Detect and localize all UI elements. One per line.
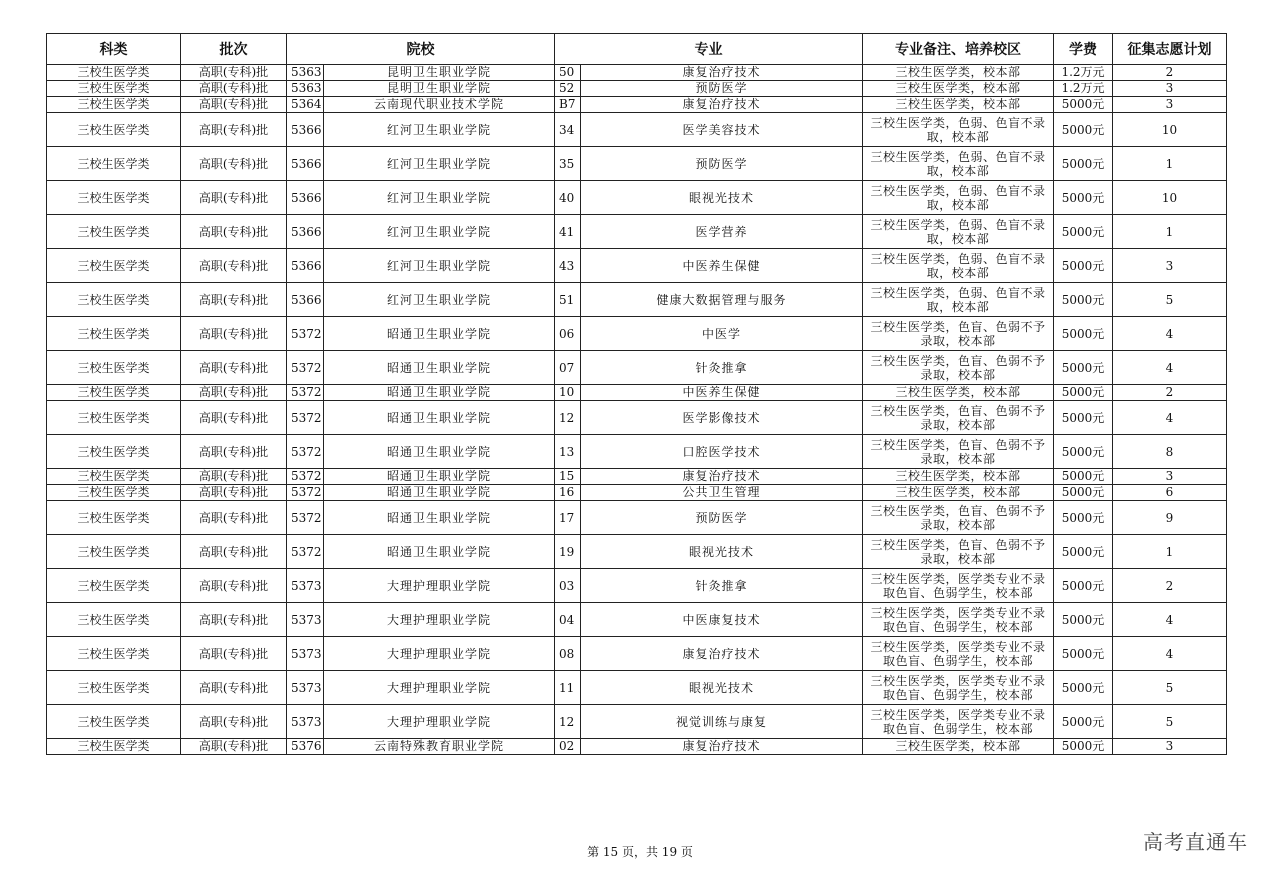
cell-major-code: 19 (555, 535, 581, 569)
cell-batch: 高职(专科)批 (181, 147, 287, 181)
cell-major-code: 11 (555, 671, 581, 705)
cell-note: 三校生医学类，色弱、色盲不录取，校本部 (863, 215, 1054, 249)
cell-batch: 高职(专科)批 (181, 385, 287, 401)
header-school: 院校 (287, 34, 555, 65)
table-row (47, 249, 1227, 283)
cell-note: 三校生医学类，校本部 (863, 81, 1054, 97)
cell-batch: 高职(专科)批 (181, 283, 287, 317)
cell-note: 三校生医学类，校本部 (863, 385, 1054, 401)
cell-batch: 高职(专科)批 (181, 181, 287, 215)
cell-major-name: 针灸推拿 (581, 569, 863, 603)
cell-tuition: 5000元 (1054, 317, 1113, 351)
cell-note: 三校生医学类，医学类专业不录取色盲、色弱学生，校本部 (863, 637, 1054, 671)
cell-major-name: 康复治疗技术 (581, 97, 863, 113)
cell-school-code: 5372 (287, 401, 324, 435)
cell-major-code: 07 (555, 351, 581, 385)
cell-plan: 10 (1113, 113, 1227, 147)
cell-category: 三校生医学类 (47, 97, 181, 113)
cell-plan: 6 (1113, 485, 1227, 501)
cell-plan: 4 (1113, 317, 1227, 351)
cell-tuition: 5000元 (1054, 501, 1113, 535)
cell-plan: 2 (1113, 385, 1227, 401)
cell-school-code: 5372 (287, 535, 324, 569)
cell-major-name: 预防医学 (581, 81, 863, 97)
cell-school-name: 昭通卫生职业学院 (324, 317, 555, 351)
cell-tuition: 1.2万元 (1054, 65, 1113, 81)
cell-major-code: 16 (555, 485, 581, 501)
cell-school-code: 5366 (287, 283, 324, 317)
cell-school-name: 大理护理职业学院 (324, 705, 555, 739)
cell-batch: 高职(专科)批 (181, 113, 287, 147)
cell-plan: 2 (1113, 65, 1227, 81)
cell-batch: 高职(专科)批 (181, 469, 287, 485)
cell-category: 三校生医学类 (47, 671, 181, 705)
table-row (47, 215, 1227, 249)
cell-note: 三校生医学类，色盲、色弱不予录取，校本部 (863, 351, 1054, 385)
cell-major-code: 02 (555, 739, 581, 755)
cell-school-code: 5373 (287, 569, 324, 603)
cell-batch: 高职(专科)批 (181, 351, 287, 385)
cell-school-name: 昭通卫生职业学院 (324, 351, 555, 385)
cell-category: 三校生医学类 (47, 485, 181, 501)
cell-major-name: 中医养生保健 (581, 385, 863, 401)
cell-plan: 3 (1113, 249, 1227, 283)
cell-category: 三校生医学类 (47, 181, 181, 215)
cell-tuition: 5000元 (1054, 705, 1113, 739)
table-row (47, 705, 1227, 739)
cell-note: 三校生医学类，色盲、色弱不予录取，校本部 (863, 435, 1054, 469)
cell-major-name: 医学美容技术 (581, 113, 863, 147)
cell-major-code: 15 (555, 469, 581, 485)
cell-major-name: 公共卫生管理 (581, 485, 863, 501)
cell-note: 三校生医学类，色弱、色盲不录取，校本部 (863, 181, 1054, 215)
cell-batch: 高职(专科)批 (181, 603, 287, 637)
cell-school-code: 5373 (287, 603, 324, 637)
cell-major-name: 康复治疗技术 (581, 637, 863, 671)
cell-batch: 高职(专科)批 (181, 739, 287, 755)
cell-category: 三校生医学类 (47, 535, 181, 569)
table-row (47, 485, 1227, 501)
cell-category: 三校生医学类 (47, 705, 181, 739)
cell-batch: 高职(专科)批 (181, 671, 287, 705)
cell-batch: 高职(专科)批 (181, 317, 287, 351)
cell-major-code: 06 (555, 317, 581, 351)
table-row (47, 317, 1227, 351)
watermark: 高考直通车 (1143, 830, 1248, 854)
cell-category: 三校生医学类 (47, 469, 181, 485)
cell-plan: 3 (1113, 97, 1227, 113)
cell-school-name: 大理护理职业学院 (324, 671, 555, 705)
cell-school-name: 红河卫生职业学院 (324, 113, 555, 147)
cell-school-name: 昭通卫生职业学院 (324, 535, 555, 569)
cell-major-name: 康复治疗技术 (581, 65, 863, 81)
cell-batch: 高职(专科)批 (181, 501, 287, 535)
cell-note: 三校生医学类，色弱、色盲不录取，校本部 (863, 283, 1054, 317)
cell-batch: 高职(专科)批 (181, 435, 287, 469)
cell-major-name: 眼视光技术 (581, 181, 863, 215)
cell-plan: 5 (1113, 283, 1227, 317)
cell-batch: 高职(专科)批 (181, 249, 287, 283)
cell-plan: 4 (1113, 351, 1227, 385)
table-row (47, 469, 1227, 485)
cell-major-name: 预防医学 (581, 147, 863, 181)
cell-tuition: 5000元 (1054, 351, 1113, 385)
enrollment-table (46, 33, 1227, 755)
cell-category: 三校生医学类 (47, 283, 181, 317)
cell-category: 三校生医学类 (47, 147, 181, 181)
cell-batch: 高职(专科)批 (181, 215, 287, 249)
cell-note: 三校生医学类，校本部 (863, 485, 1054, 501)
cell-note: 三校生医学类，色盲、色弱不予录取，校本部 (863, 401, 1054, 435)
cell-tuition: 5000元 (1054, 435, 1113, 469)
cell-school-code: 5366 (287, 147, 324, 181)
cell-category: 三校生医学类 (47, 739, 181, 755)
cell-category: 三校生医学类 (47, 81, 181, 97)
cell-plan: 3 (1113, 739, 1227, 755)
cell-major-code: 41 (555, 215, 581, 249)
cell-tuition: 5000元 (1054, 283, 1113, 317)
cell-tuition: 5000元 (1054, 249, 1113, 283)
cell-major-name: 康复治疗技术 (581, 469, 863, 485)
cell-major-name: 医学影像技术 (581, 401, 863, 435)
header-category: 科类 (47, 34, 181, 65)
cell-school-name: 昭通卫生职业学院 (324, 385, 555, 401)
cell-major-name: 医学营养 (581, 215, 863, 249)
cell-plan: 8 (1113, 435, 1227, 469)
header-note: 专业备注、培养校区 (863, 34, 1054, 65)
page-footer: 第 15 页，共 19 页 (587, 845, 693, 859)
cell-school-code: 5372 (287, 469, 324, 485)
cell-major-code: 51 (555, 283, 581, 317)
cell-major-code: 17 (555, 501, 581, 535)
cell-school-code: 5366 (287, 249, 324, 283)
cell-note: 三校生医学类，色弱、色盲不录取，校本部 (863, 249, 1054, 283)
cell-school-code: 5372 (287, 485, 324, 501)
cell-school-code: 5366 (287, 181, 324, 215)
cell-major-name: 口腔医学技术 (581, 435, 863, 469)
cell-major-name: 中医学 (581, 317, 863, 351)
cell-school-name: 昆明卫生职业学院 (324, 65, 555, 81)
cell-plan: 9 (1113, 501, 1227, 535)
table-row (47, 569, 1227, 603)
cell-note: 三校生医学类，医学类专业不录取色盲、色弱学生，校本部 (863, 603, 1054, 637)
cell-school-name: 红河卫生职业学院 (324, 283, 555, 317)
table-row (47, 113, 1227, 147)
cell-category: 三校生医学类 (47, 385, 181, 401)
cell-major-name: 眼视光技术 (581, 671, 863, 705)
cell-major-code: 10 (555, 385, 581, 401)
table-row (47, 65, 1227, 81)
cell-tuition: 1.2万元 (1054, 81, 1113, 97)
header-plan: 征集志愿计划 (1113, 34, 1227, 65)
cell-note: 三校生医学类，医学类专业不录取色盲、色弱学生，校本部 (863, 671, 1054, 705)
cell-category: 三校生医学类 (47, 637, 181, 671)
cell-school-name: 大理护理职业学院 (324, 637, 555, 671)
header-major: 专业 (555, 34, 863, 65)
cell-category: 三校生医学类 (47, 401, 181, 435)
table-body (47, 65, 1227, 755)
cell-tuition: 5000元 (1054, 147, 1113, 181)
cell-major-name: 针灸推拿 (581, 351, 863, 385)
cell-tuition: 5000元 (1054, 401, 1113, 435)
cell-tuition: 5000元 (1054, 215, 1113, 249)
table-row (47, 501, 1227, 535)
cell-major-name: 健康大数据管理与服务 (581, 283, 863, 317)
cell-major-code: 12 (555, 401, 581, 435)
cell-note: 三校生医学类，色弱、色盲不录取，校本部 (863, 113, 1054, 147)
cell-batch: 高职(专科)批 (181, 569, 287, 603)
cell-category: 三校生医学类 (47, 215, 181, 249)
cell-school-name: 红河卫生职业学院 (324, 147, 555, 181)
cell-major-name: 视觉训练与康复 (581, 705, 863, 739)
cell-school-code: 5372 (287, 501, 324, 535)
cell-tuition: 5000元 (1054, 637, 1113, 671)
cell-tuition: 5000元 (1054, 569, 1113, 603)
cell-school-code: 5364 (287, 97, 324, 113)
table-row (47, 739, 1227, 755)
cell-school-code: 5363 (287, 81, 324, 97)
cell-plan: 10 (1113, 181, 1227, 215)
cell-plan: 4 (1113, 637, 1227, 671)
cell-category: 三校生医学类 (47, 65, 181, 81)
cell-school-name: 昭通卫生职业学院 (324, 485, 555, 501)
cell-note: 三校生医学类，校本部 (863, 469, 1054, 485)
cell-school-name: 云南特殊教育职业学院 (324, 739, 555, 755)
cell-batch: 高职(专科)批 (181, 535, 287, 569)
cell-major-name: 康复治疗技术 (581, 739, 863, 755)
cell-tuition: 5000元 (1054, 97, 1113, 113)
cell-school-code: 5366 (287, 215, 324, 249)
cell-note: 三校生医学类，校本部 (863, 65, 1054, 81)
cell-category: 三校生医学类 (47, 603, 181, 637)
cell-note: 三校生医学类，医学类专业不录取色盲、色弱学生，校本部 (863, 705, 1054, 739)
cell-category: 三校生医学类 (47, 249, 181, 283)
cell-category: 三校生医学类 (47, 113, 181, 147)
cell-school-name: 昭通卫生职业学院 (324, 401, 555, 435)
table-row (47, 81, 1227, 97)
table-row (47, 637, 1227, 671)
cell-school-name: 红河卫生职业学院 (324, 181, 555, 215)
cell-major-code: 43 (555, 249, 581, 283)
cell-tuition: 5000元 (1054, 469, 1113, 485)
cell-batch: 高职(专科)批 (181, 65, 287, 81)
table-row (47, 283, 1227, 317)
cell-school-name: 大理护理职业学院 (324, 569, 555, 603)
cell-category: 三校生医学类 (47, 317, 181, 351)
cell-major-code: 03 (555, 569, 581, 603)
table-row (47, 401, 1227, 435)
cell-plan: 1 (1113, 147, 1227, 181)
cell-note: 三校生医学类，色盲、色弱不予录取，校本部 (863, 501, 1054, 535)
cell-note: 三校生医学类，色弱、色盲不录取，校本部 (863, 147, 1054, 181)
cell-category: 三校生医学类 (47, 501, 181, 535)
table-row (47, 181, 1227, 215)
table-row (47, 351, 1227, 385)
cell-plan: 1 (1113, 215, 1227, 249)
cell-school-code: 5373 (287, 705, 324, 739)
cell-note: 三校生医学类，医学类专业不录取色盲、色弱学生，校本部 (863, 569, 1054, 603)
cell-school-code: 5372 (287, 435, 324, 469)
cell-plan: 3 (1113, 469, 1227, 485)
cell-major-name: 眼视光技术 (581, 535, 863, 569)
header-batch: 批次 (181, 34, 287, 65)
cell-plan: 3 (1113, 81, 1227, 97)
cell-school-name: 昭通卫生职业学院 (324, 469, 555, 485)
cell-school-code: 5366 (287, 113, 324, 147)
cell-tuition: 5000元 (1054, 603, 1113, 637)
cell-major-code: 04 (555, 603, 581, 637)
cell-tuition: 5000元 (1054, 671, 1113, 705)
cell-batch: 高职(专科)批 (181, 401, 287, 435)
cell-tuition: 5000元 (1054, 181, 1113, 215)
cell-tuition: 5000元 (1054, 385, 1113, 401)
table-row (47, 385, 1227, 401)
table-row (47, 435, 1227, 469)
table-row (47, 603, 1227, 637)
cell-note: 三校生医学类，色盲、色弱不予录取，校本部 (863, 535, 1054, 569)
cell-plan: 2 (1113, 569, 1227, 603)
cell-major-code: 50 (555, 65, 581, 81)
cell-note: 三校生医学类，色盲、色弱不予录取，校本部 (863, 317, 1054, 351)
cell-school-name: 云南现代职业技术学院 (324, 97, 555, 113)
cell-batch: 高职(专科)批 (181, 97, 287, 113)
cell-school-name: 昭通卫生职业学院 (324, 501, 555, 535)
cell-tuition: 5000元 (1054, 485, 1113, 501)
cell-category: 三校生医学类 (47, 351, 181, 385)
cell-major-name: 中医养生保健 (581, 249, 863, 283)
cell-category: 三校生医学类 (47, 569, 181, 603)
table-header (47, 34, 1227, 65)
cell-batch: 高职(专科)批 (181, 705, 287, 739)
cell-tuition: 5000元 (1054, 113, 1113, 147)
cell-major-code: 08 (555, 637, 581, 671)
cell-major-name: 预防医学 (581, 501, 863, 535)
cell-major-code: B7 (555, 97, 581, 113)
cell-school-code: 5372 (287, 351, 324, 385)
cell-major-code: 52 (555, 81, 581, 97)
cell-note: 三校生医学类，校本部 (863, 739, 1054, 755)
cell-school-code: 5373 (287, 671, 324, 705)
cell-plan: 4 (1113, 401, 1227, 435)
cell-major-name: 中医康复技术 (581, 603, 863, 637)
cell-major-code: 13 (555, 435, 581, 469)
header-tuition: 学费 (1054, 34, 1113, 65)
cell-school-code: 5376 (287, 739, 324, 755)
cell-major-code: 35 (555, 147, 581, 181)
cell-school-code: 5373 (287, 637, 324, 671)
cell-major-code: 34 (555, 113, 581, 147)
cell-batch: 高职(专科)批 (181, 81, 287, 97)
cell-batch: 高职(专科)批 (181, 485, 287, 501)
table-row (47, 147, 1227, 181)
cell-plan: 1 (1113, 535, 1227, 569)
cell-school-name: 昭通卫生职业学院 (324, 435, 555, 469)
cell-plan: 5 (1113, 671, 1227, 705)
cell-school-code: 5363 (287, 65, 324, 81)
table-row (47, 535, 1227, 569)
cell-tuition: 5000元 (1054, 535, 1113, 569)
table-row (47, 671, 1227, 705)
cell-batch: 高职(专科)批 (181, 637, 287, 671)
cell-school-name: 红河卫生职业学院 (324, 249, 555, 283)
cell-category: 三校生医学类 (47, 435, 181, 469)
cell-plan: 5 (1113, 705, 1227, 739)
cell-plan: 4 (1113, 603, 1227, 637)
cell-school-name: 昆明卫生职业学院 (324, 81, 555, 97)
cell-tuition: 5000元 (1054, 739, 1113, 755)
cell-major-code: 12 (555, 705, 581, 739)
table-row (47, 97, 1227, 113)
cell-note: 三校生医学类，校本部 (863, 97, 1054, 113)
cell-school-code: 5372 (287, 385, 324, 401)
cell-school-code: 5372 (287, 317, 324, 351)
cell-school-name: 大理护理职业学院 (324, 603, 555, 637)
cell-major-code: 40 (555, 181, 581, 215)
cell-school-name: 红河卫生职业学院 (324, 215, 555, 249)
